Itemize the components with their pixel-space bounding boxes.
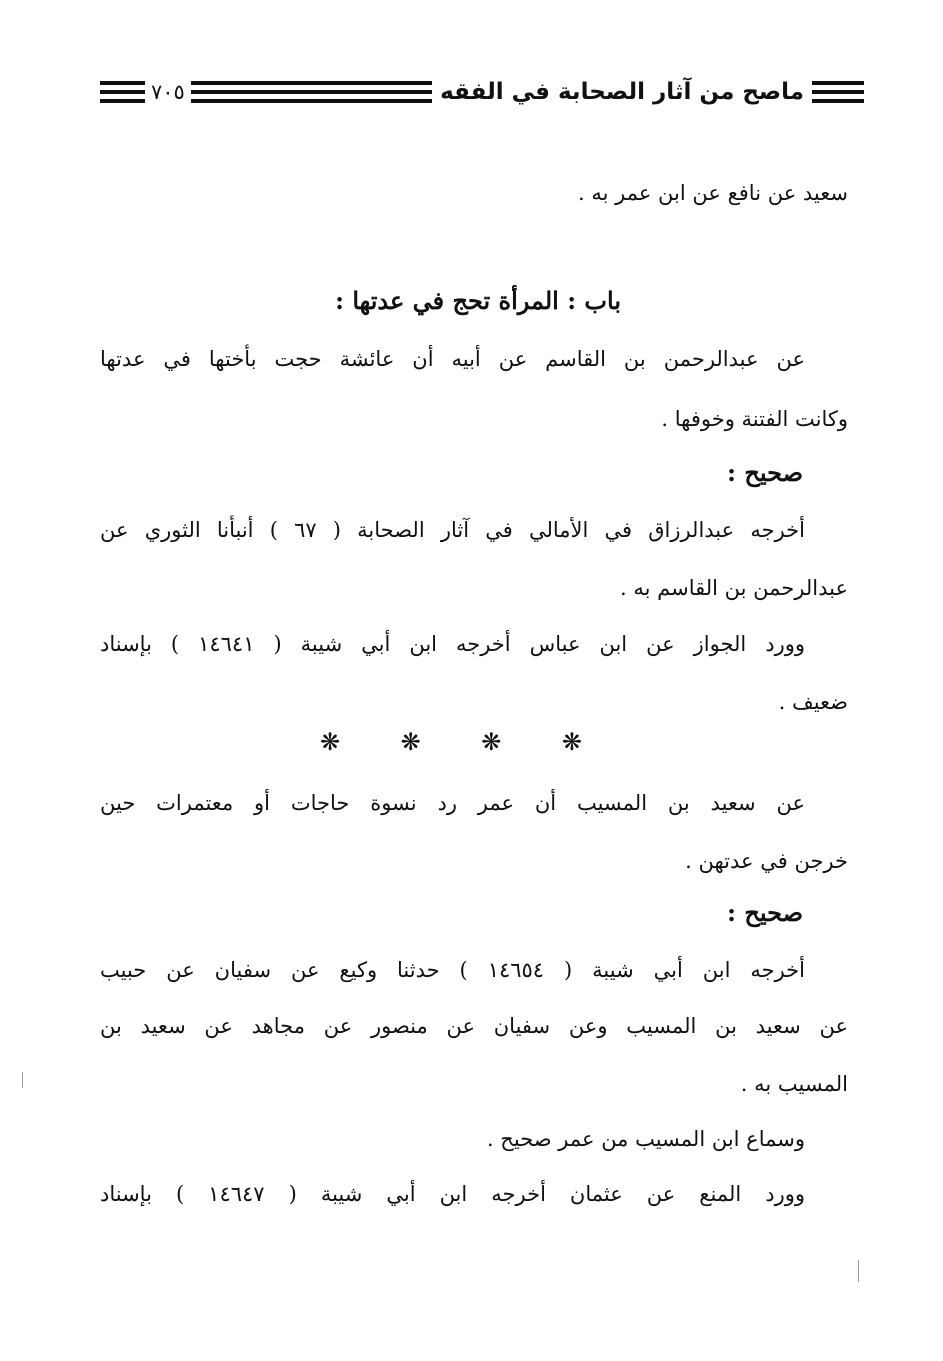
text-line: عبدالرحمن بن القاسم به . — [620, 576, 848, 600]
header-rule-middle — [191, 81, 432, 103]
margin-scan-mark — [22, 1072, 23, 1088]
star-ornament: ❋ — [481, 728, 502, 756]
header-rule-right — [812, 81, 864, 103]
running-header — [100, 72, 864, 112]
header-title: ماصح من آثار الصحابة في الفقه — [440, 79, 804, 105]
text-line: خرجن في عدتهن . — [685, 849, 848, 873]
text-line: وكانت الفتنة وخوفها . — [661, 407, 848, 431]
grade-label: صحيح : — [727, 898, 803, 927]
grade-label: صحيح : — [727, 458, 803, 487]
text-line: عن سعيد بن المسيب أن عمر رد نسوة حاجات أو معتمرات حين — [100, 791, 805, 815]
margin-scan-mark — [858, 1260, 859, 1282]
text-line: المسيب به . — [740, 1072, 848, 1096]
text-line: وورد الجواز عن ابن عباس أخرجه ابن أبي شيبة ( ١٤٦٤١ ) بإسناد — [100, 632, 805, 656]
text-line: أخرجه عبدالرزاق في الأمالي في آثار الصحابة ( ٦٧ ) أنبأنا الثوري عن — [100, 518, 805, 542]
section-separator — [320, 728, 582, 756]
text-line: أخرجه ابن أبي شيبة ( ١٤٦٥٤ ) حدثنا وكيع عن سفيان عن حبيب — [100, 958, 805, 982]
text-line: وسماع ابن المسيب من عمر صحيح . — [486, 1127, 805, 1151]
star-ornament: ❋ — [320, 728, 341, 756]
star-ornament: ❋ — [561, 728, 582, 756]
text-line: سعيد عن نافع عن ابن عمر به . — [577, 181, 848, 205]
chapter-heading: باب : المرأة تحج في عدتها : — [335, 286, 621, 315]
page-number: ٧٠٥ — [151, 80, 185, 104]
star-ornament: ❋ — [400, 728, 421, 756]
header-rule-left — [100, 81, 145, 103]
text-line: وورد المنع عن عثمان أخرجه ابن أبي شيبة ( ١٤٦٤٧ ) بإسناد — [100, 1182, 805, 1206]
text-line: ضعيف . — [778, 690, 848, 714]
text-line: عن سعيد بن المسيب وعن سفيان عن منصور عن مجاهد عن سعيد بن — [100, 1014, 848, 1038]
text-line: عن عبدالرحمن بن القاسم عن أبيه أن عائشة حجت بأختها في عدتها — [100, 347, 805, 371]
